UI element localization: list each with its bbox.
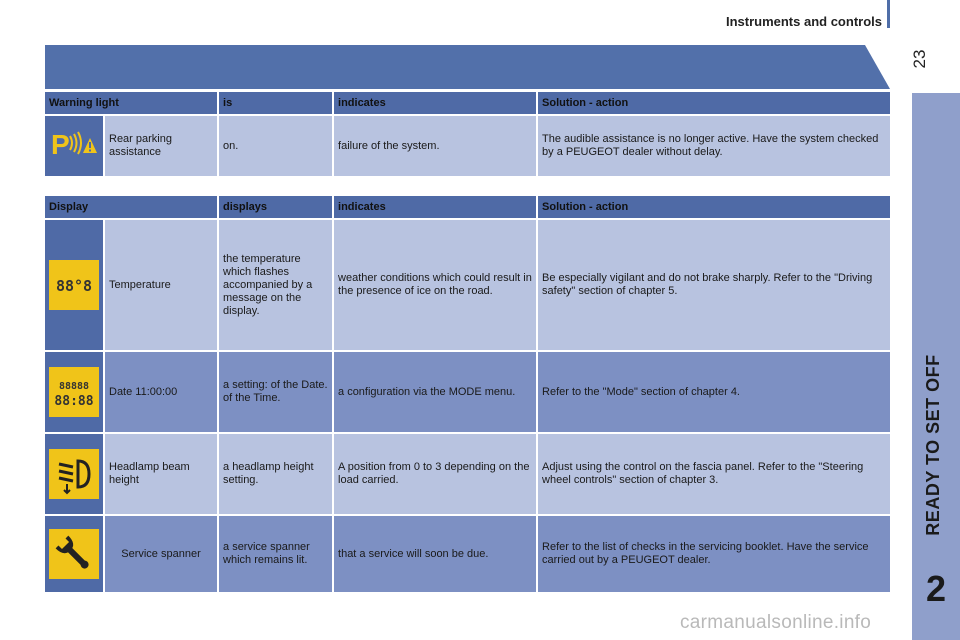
row-displays: a setting: of the Date. of the Time. — [219, 352, 334, 434]
row-solution: Be especially vigilant and do not brake sharply. Refer to the "Driving safety" section of chapter 5. — [538, 220, 890, 352]
watermark-bottom: carmanualsonline.info — [680, 612, 872, 633]
row-indicates: failure of the system. — [334, 116, 538, 178]
svg-text:88°8: 88°8 — [55, 277, 93, 295]
column-header-indicates: indicates — [334, 92, 538, 116]
row-displays: a headlamp height setting. — [219, 434, 334, 516]
table-row — [45, 434, 890, 516]
section-header-title: Instruments and controls — [725, 14, 882, 29]
chapter-section-title: READY TO SET OFF — [923, 354, 943, 536]
row-name: Rear parking assistance — [105, 116, 219, 178]
column-header-indicates: indicates — [334, 196, 538, 220]
icon-cell — [45, 220, 105, 352]
row-state: on. — [219, 116, 334, 178]
row-indicates: A position from 0 to 3 depending on the load carried. — [334, 434, 538, 516]
table-row — [45, 116, 890, 178]
column-header-display: Display — [45, 196, 219, 220]
row-name: Date 11:00:00 — [105, 352, 219, 434]
temperature-display-icon — [49, 260, 99, 310]
page-number: 23 — [910, 49, 929, 69]
column-header-displays: displays — [219, 196, 334, 220]
headlamp-beam-icon — [49, 449, 99, 499]
row-indicates: weather conditions which could result in the presence of ice on the road. — [334, 220, 538, 352]
row-displays: the temperature which flashes accompanied by a message on the display. — [219, 220, 334, 352]
header-accent-bar — [887, 0, 890, 28]
row-name: Service spanner — [105, 516, 219, 594]
row-name: Temperature — [105, 220, 219, 352]
row-solution: Adjust using the control on the fascia panel. Refer to the "Steering wheel controls" section of chapter 3. — [538, 434, 890, 516]
table-row — [45, 352, 890, 434]
table-banner — [45, 45, 890, 89]
row-solution: The audible assistance is no longer active. Have the system checked by a PEUGEOT dealer without delay. — [538, 116, 890, 178]
table-header-row — [45, 196, 890, 220]
icon-cell — [45, 434, 105, 516]
table-row — [45, 220, 890, 352]
svg-text:P: P — [51, 129, 70, 160]
svg-text:88:88: 88:88 — [54, 394, 94, 409]
warning-light-table — [45, 92, 890, 178]
row-indicates: a configuration via the MODE menu. — [334, 352, 538, 434]
row-solution: Refer to the list of checks in the servicing booklet. Have the service carried out by a PEUGEOT dealer. — [538, 516, 890, 594]
display-table — [45, 196, 890, 594]
parking-sensor-warning-icon — [49, 126, 99, 166]
icon-cell — [45, 516, 105, 594]
service-spanner-icon — [49, 529, 99, 579]
svg-text:88888: 88888 — [58, 381, 90, 392]
row-solution: Refer to the "Mode" section of chapter 4. — [538, 352, 890, 434]
row-name: Headlamp beam height — [105, 434, 219, 516]
date-time-display-icon — [49, 367, 99, 417]
chapter-number: 2 — [925, 568, 947, 609]
table-row — [45, 516, 890, 594]
column-header-solution: Solution - action — [538, 196, 890, 220]
row-displays: a service spanner which remains lit. — [219, 516, 334, 594]
column-header-warning-light: Warning light — [45, 92, 219, 116]
column-header-solution: Solution - action — [538, 92, 890, 116]
column-header-is: is — [219, 92, 334, 116]
icon-cell — [45, 116, 105, 178]
table-header-row — [45, 92, 890, 116]
row-indicates: that a service will soon be due. — [334, 516, 538, 594]
icon-cell — [45, 352, 105, 434]
